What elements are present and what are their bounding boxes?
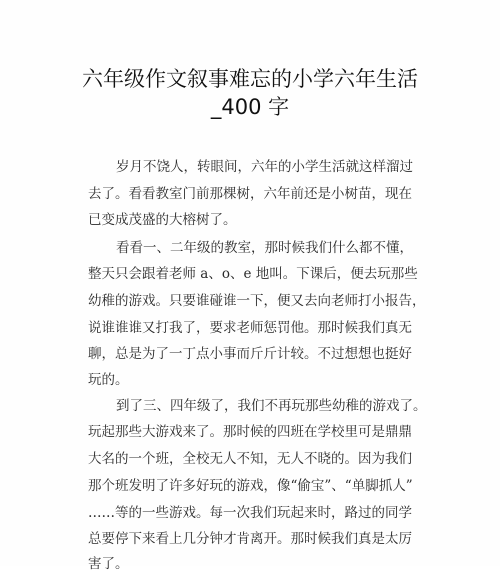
paragraph-line: 玩起那些大游戏来了。那时候的四班在学校里可是鼎鼎 xyxy=(88,424,412,440)
paragraph-line: 玩的。 xyxy=(88,372,129,388)
document-title: 六年级作文叙事难忘的小学六年生活 xyxy=(82,67,418,91)
paragraph-line: 看看一、二年级的教室，那时候我们什么都不懂， xyxy=(116,240,413,256)
paragraph-line: ……等的一些游戏。每一次我们玩起来时，路过的同学 xyxy=(88,505,412,521)
paragraph-line: 岁月不饶人，转眼间，六年的小学生活就这样溜过 xyxy=(116,159,413,175)
paragraph-line: 那个班发明了许多好玩的游戏，像“偷宝”、“单脚抓人” xyxy=(88,478,413,494)
paragraph-line: 说谁谁谁又打我了，要求老师惩罚他。那时候我们真无 xyxy=(88,320,412,336)
paragraph-line: 整天只会跟着老师 a、o、e 地叫。下课后，便去玩那些 xyxy=(88,266,418,282)
paragraph-line: 害了。 xyxy=(88,556,129,572)
paragraph-line: 已变成茂盛的大榕树了。 xyxy=(88,212,237,228)
document-title-suffix: _400 字 xyxy=(210,95,290,119)
paragraph-line: 去了。看看教室门前那棵树，六年前还是小树苗，现在 xyxy=(88,186,412,202)
paragraph-line: 大名的一个班，全校无人不知，无人不晓的。因为我们 xyxy=(88,451,412,467)
paragraph-line: 幼稚的游戏。只要谁碰谁一下，便又去向老师打小报告， xyxy=(88,293,426,309)
paragraph-line: 总要停下来看上几分钟才肯离开。那时候我们真是太厉 xyxy=(88,531,412,547)
paragraph-line: 聊，总是为了一丁点小事而斤斤计较。不过想想也挺好 xyxy=(88,346,412,362)
paragraph-line: 到了三、四年级了，我们不再玩那些幼稚的游戏了。 xyxy=(116,398,427,414)
